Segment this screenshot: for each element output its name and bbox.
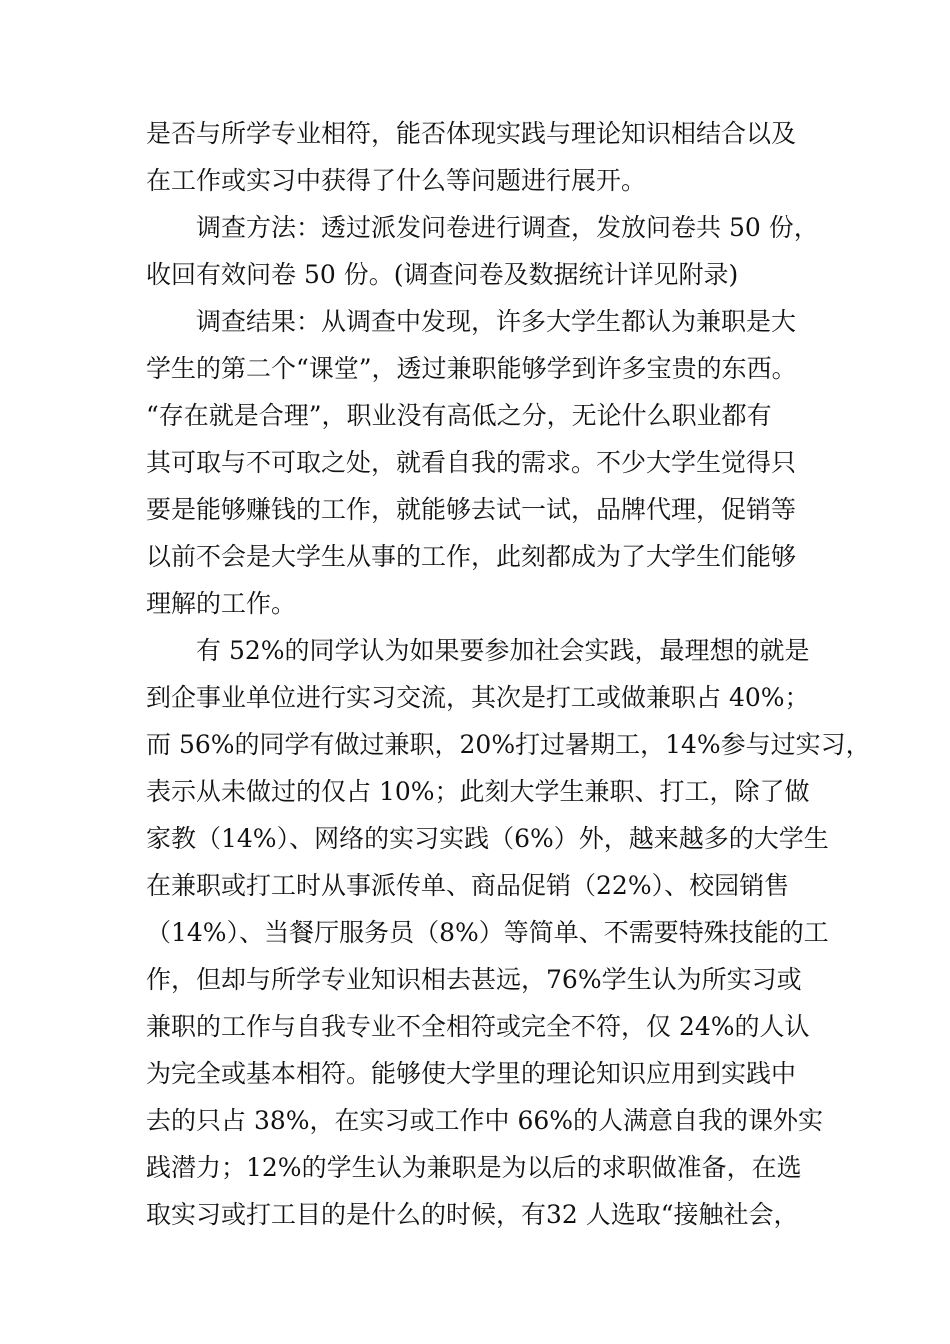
- paragraph-3-line-1: 调查结果：从调查中发现，许多大学生都认为兼职是大: [196, 307, 797, 336]
- paragraph-4-line-9: 兼职的工作与自我专业不全相符或完全不符，仅 24%的人认: [146, 1012, 810, 1041]
- paragraph-4-line-4: 表示从未做过的仅占 10%；此刻大学生兼职、打工，除了做: [146, 777, 810, 806]
- paragraph-4-line-10: 为完全或基本相符。能够使大学里的理论知识应用到实践中: [146, 1059, 797, 1088]
- paragraph-4-line-13: 取实习或打工目的是什么的时候，有32 人选取“接触社会，: [146, 1200, 799, 1229]
- paragraph-1-line-2: 在工作或实习中获得了什么等问题进行展开。: [146, 166, 647, 195]
- paragraph-3-line-5: 要是能够赚钱的工作，就能够去试一试，品牌代理，促销等: [146, 495, 797, 524]
- paragraph-4-line-11: 去的只占 38%，在实习或工作中 66%的人满意自我的课外实: [146, 1106, 824, 1135]
- paragraph-4-line-5: 家教（14%）、网络的实习实践（6%）外，越来越多的大学生: [146, 824, 829, 853]
- paragraph-4-line-3: 而 56%的同学有做过兼职，20%打过暑期工，14%参与过实习，: [146, 730, 871, 759]
- paragraph-4-line-12: 践潜力；12%的学生认为兼职是为以后的求职做准备，在选: [146, 1153, 802, 1182]
- paragraph-1-line-1: 是否与所学专业相符，能否体现实践与理论知识相结合以及: [146, 119, 797, 148]
- paragraph-4-line-1: 有 52%的同学认为如果要参加社会实践，最理想的就是: [196, 636, 810, 665]
- paragraph-4-line-6: 在兼职或打工时从事派传单、商品促销（22%）、校园销售: [146, 871, 790, 900]
- body-text: [146, 110, 871, 1238]
- paragraph-3-line-6: 以前不会是大学生从事的工作，此刻都成为了大学生们能够: [146, 542, 797, 571]
- paragraph-3-line-3: “存在就是合理”，职业没有高低之分，无论什么职业都有: [146, 401, 772, 430]
- paragraph-4-line-8: 作，但却与所学专业知识相去甚远，76%学生认为所实习或: [146, 965, 802, 994]
- paragraph-2-line-2: 收回有效问卷 50 份。(调查问卷及数据统计详见附录): [146, 260, 739, 289]
- paragraph-3-line-4: 其可取与不可取之处，就看自我的需求。不少大学生觉得只: [146, 448, 797, 477]
- paragraph-4-line-7: （14%）、当餐厅服务员（8%）等简单、不需要特殊技能的工: [146, 918, 829, 947]
- paragraph-2-line-1: 调查方法：透过派发问卷进行调查，发放问卷共 50 份，: [196, 213, 819, 242]
- paragraph-3-line-2: 学生的第二个“课堂”，透过兼职能够学到许多宝贵的东西。: [146, 354, 797, 383]
- paragraph-3-line-7: 理解的工作。: [146, 589, 297, 618]
- paragraph-4-line-2: 到企事业单位进行实习交流，其次是打工或做兼职占 40%；: [146, 683, 810, 712]
